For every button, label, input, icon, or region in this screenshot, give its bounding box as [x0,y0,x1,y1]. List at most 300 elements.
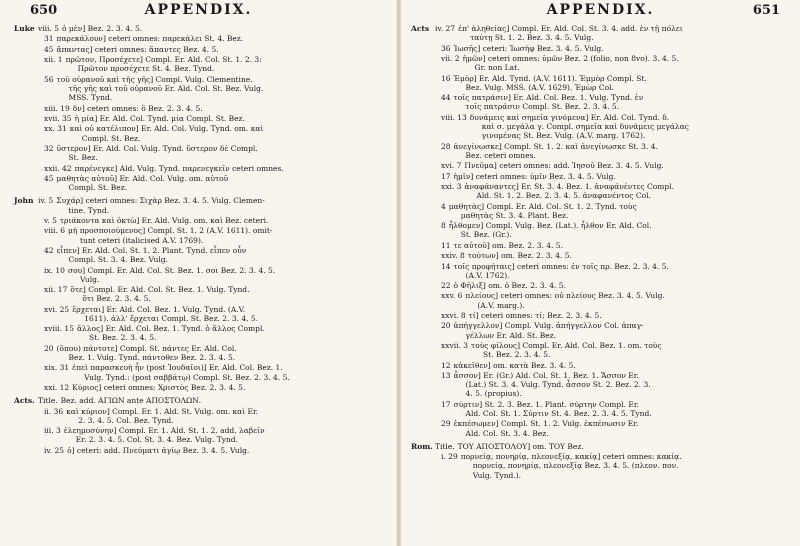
appendix-entry [411,281,788,290]
verse-number: 17 [441,399,451,409]
verse-ref [44,363,72,381]
verse-ref [44,285,70,303]
verse-number: xxvii. 3 [441,341,469,351]
entry-text [454,262,788,280]
entry-line: Vulg. Tynd.). [472,470,522,480]
entry-line: μαθητὰς αὐτοῦ] Er. Ald. Col. Vulg. om. αὐτοῦ [56,173,229,183]
entry-line: ἀπήγγελλον] Compl. Vulg. ἀπήγγελλον Col. ἀπαγ- [453,321,644,331]
entry-line: Ἐμὸρ] Er. Ald. Tynd. (A.V. 1611). Ἐμμὸρ Compl. St. [453,73,647,83]
verse-number: xvii. 35 [44,113,72,123]
verse-ref [44,383,72,392]
verse-number: iii. 3 [44,426,61,436]
entry-line: τριάκοντα καὶ ὀκτὼ] Er. Ald. Vulg. om. καὶ Bez. ceteri. [59,215,269,225]
verse-ref [441,311,469,320]
entry-line: (Lat.) St. 3. 4. Vulg. Tynd. ἆσσον St. 2. Bez. 2. 3. [465,380,651,390]
appendix-entry [411,93,788,111]
entry-line: τοῖς προφήταις] ceteri omnes: ἐν τοῖς πρ. Bez. 2. 3. 4. 5. [453,261,669,271]
entry-line: σου] Compl. Er. Ald. Col. St. Bez. 1. σοι Bez. 2. 3. 4. 5. [67,265,276,275]
entry-text [449,202,788,220]
entry-text [72,305,389,323]
appendix-entry [14,164,389,173]
entry-line: Πνεῦμα] ceteri omnes: add. Ἰησοῦ Bez. 3. 4. 5. Vulg. [464,161,664,171]
entry-line: κἀκεῖθεν] om. κατὰ Bez. 3. 4. 5. [453,360,576,370]
entry-line: ἀναφάναντες] Er. St. 3. 4. Bez. 1. ἀναφάνέντες Compl. [464,181,674,191]
verse-number: 31 [44,34,54,44]
entry-line: μαθητὰς St. 3. 4. Plant. Bez. [460,210,569,220]
entry-text [461,452,788,480]
verse-ref [44,226,68,244]
entry-text [449,221,788,239]
entry-line: τοὺς φίλους] Compl. Er. Ald. Col. Bez. 1. om. τοὺς [471,341,662,351]
entry-text [454,142,788,160]
verse-ref [44,344,57,362]
verse-ref [44,174,57,192]
verse-number: xii. 17 [44,285,68,295]
book-name: Rom. [411,441,433,451]
entry-line: πλείους] ceteri omnes: οὐ πλείους Bez. 3. 4. 5. Vulg. [465,291,665,301]
entry-line: Vulg. [79,274,100,284]
verse-ref [441,281,454,290]
verse-ref [14,24,62,33]
verse-number: 45 [44,44,54,54]
entry-line: Compl. St. 3. 4. Bez. Vulg. [68,255,168,265]
verse-number: viii. 5 [38,24,59,33]
entry-text [66,407,389,425]
entry-line: Vulg. Tynd.: (post σαββάτῳ) Compl. St. Bez. 2. 3. 4. 5. [84,372,290,382]
verse-ref [44,446,67,455]
appendix-entry [411,161,788,170]
entry-text [72,383,389,392]
verse-number: viii. 6 [44,226,65,236]
entry-text [454,400,788,418]
verse-number: xxi. 12 [44,383,70,393]
appendix-entry [411,361,788,370]
verse-ref [411,442,458,451]
entry-line: ΤΟΥ ΑΠΟΣΤΟΛΟΥ] om. ΤΟΥ Bez. [457,441,584,451]
entry-text [68,266,389,284]
entry-line: καὶ σ. μεγάλα γ. Compl. σημεῖα καὶ δυνάμεις μεγάλας [481,121,689,131]
entry-text [454,361,788,370]
appendix-entry [14,324,389,342]
entry-line: 2. 3. 4. 5. Col. Bez. Tynd. [78,415,174,425]
appendix-entry [411,341,788,359]
entry-text [56,196,389,214]
left-page [0,0,397,546]
entry-text [454,44,788,53]
verse-number: 11 [441,240,451,250]
verse-number: 12 [441,360,451,370]
entry-text [77,324,389,342]
verse-ref [441,371,454,399]
entry-line: ταύτῃ St. 1. 2. Bez. 3. 4. 5. Vulg. [470,33,594,43]
verse-ref [441,262,454,280]
verse-number: xx. 31 [44,124,67,134]
entry-text [66,55,389,73]
running-head: APPENDIX. [546,2,655,18]
appendix-entry [14,226,389,244]
entry-line: ἆσσον] Er. (Gr.) Ald. Col. St. 1. Bez. 1. Ἄσσον Er. [453,371,639,381]
appendix-entry [14,216,389,225]
verse-ref [441,291,465,309]
entry-text [454,172,788,181]
appendix-entry [14,446,389,455]
entry-line: Bez. ceteri omnes. [465,150,536,160]
left-column [14,24,389,456]
entry-line: παρένεγκε] Ald. Vulg. Tynd. παρενεγκεῖν ceteri omnes. [74,163,284,173]
verse-number: 4 [441,201,446,211]
entry-text [75,114,389,123]
entry-line: εἶπεν] Er. Ald. Col. St. 1. 2. Plant. Tynd. εἶπεν οὖν [56,245,247,255]
verse-number: 20 [44,343,54,353]
entry-text [70,285,389,303]
entry-text [454,371,788,399]
verse-ref [441,54,463,72]
verse-number: xxv. 6 [441,291,463,301]
verse-ref [44,407,66,425]
entry-text [57,144,389,162]
verse-number: Title. [435,441,455,451]
appendix-entry [411,202,788,220]
verse-number: 16 [441,73,451,83]
appendix-entry [411,442,788,451]
appendix-entry [411,291,788,309]
verse-ref [441,113,470,141]
verse-ref [441,44,454,53]
appendix-entry [14,45,389,54]
verse-ref [441,202,449,220]
verse-ref [441,93,454,111]
appendix-entry [14,196,389,214]
entry-line: παρεκάλουν] ceteri omnes: παρεκάλει St. 4. Bez. [56,34,244,44]
verse-number: 44 [441,93,451,103]
entry-text [57,174,389,192]
verse-ref [441,452,461,480]
entry-line: Ald. Col. St. 1. Σύρτιν St. 4. Bez. 2. 3. 4. 5. Tynd. [465,409,652,419]
entry-text [470,113,788,141]
entry-line: (A.V. 1762). [465,270,510,280]
entry-text [57,34,389,43]
entry-text [72,363,389,381]
appendix-entry [14,305,389,323]
entry-line: ἔρχεται] Er. Ald. Col. Bez. 1. Vulg. Tynd. (A.V. [72,304,246,314]
verse-ref [44,114,75,123]
book-name: John [14,196,34,206]
appendix-entry [411,54,788,72]
appendix-entry [411,221,788,239]
entry-line: 1611). ἀλλ' ἔρχεται Compl. St. Bez. 2. 3. 4. 5. [84,313,259,323]
entry-line: ἄλλος] Er. Ald. Col. Bez. 1. Tynd. ὁ ἄλλος Compl. [76,324,265,334]
entry-line: ἅπαντας] ceteri omnes: ἅπαντες Bez. 4. 5. [56,44,219,54]
verse-number: xxvi. 8 [441,311,466,321]
entry-line: δν] ceteri omnes: ὃ Bez. 2. 3. 4. 5. [72,103,203,113]
verse-number: 20 [441,321,451,331]
entry-text [464,161,788,170]
entry-line: St. Bez. 2. 3. 4. 5. [483,350,551,360]
appendix-entry [411,262,788,280]
verse-ref [441,74,454,92]
verse-number: 28 [441,141,451,151]
entry-line: ἦλθομεν] Compl. Vulg. Bez. (Lat.). ἦλθον Er. Ald. Col. [448,221,652,231]
appendix-entry [14,396,389,405]
verse-number: Title. [38,396,58,406]
appendix-entry [411,251,788,260]
entry-text [67,446,389,455]
entry-line: St. Bez. [68,153,98,163]
appendix-entry [14,75,389,103]
entry-line: (ὅπου) πάντοτε] Compl. St. πάντες Er. Ald. Col. [56,343,237,353]
entry-text [465,291,788,309]
verse-ref [44,124,70,142]
entry-line: ὁ Φῆλιξ] om. ὁ Bez. 2. 3. 4. 5. [453,281,566,291]
entry-line: Bez. Vulg. MSS. (A.V. 1629). Ἐμὼρ Col. [465,82,614,92]
appendix-entry [411,24,788,42]
right-column [411,24,788,481]
page-number: 650 [30,3,58,18]
verse-ref [44,266,68,284]
verse-number: xvi. 7 [441,161,462,171]
entry-line: St. Bez. 2. 3. 4. 5. [88,333,157,343]
right-page [401,0,800,546]
verse-ref [441,361,454,370]
entry-text [468,251,788,260]
verse-ref [44,426,64,444]
entry-line: tunt ceteri (italicised A.V. 1769). [79,235,204,245]
verse-number: xiii. 19 [44,103,70,113]
verse-number: 45 [44,173,54,183]
entry-line: τῆς γῆς καὶ τοῦ οὐρανοῦ Er. Ald. Col. St. Bez. Vulg. [68,83,264,93]
entry-line: Er. 2. 3. 4. 5. Col. St. 3. 4. Bez. Vulg. Tynd. [75,435,238,445]
entry-text [61,396,389,405]
entry-line: tine. Tynd. [68,205,110,215]
entry-text [454,241,788,250]
entry-text [64,426,389,444]
verse-ref [14,196,56,214]
verse-number: 22 [441,281,451,291]
entry-text [469,311,788,320]
entry-line: Ald. St. 1. 2. Bez. 2. 3. 4. 5. ἀναφανέντος Col. [476,191,651,201]
entry-text [57,45,389,54]
appendix-entry [14,104,389,113]
verse-number: 8 [441,221,446,231]
entry-line: ὕστερον] Er. Ald. Col. Vulg. Tynd. ὕστερον δὲ Compl. [56,143,258,153]
appendix-entry [411,452,788,480]
entry-line: μὴ προσποιούμενος] Compl. St. 1. 2 (A.V. 1611). omit- [67,226,273,236]
entry-line: πορνείᾳ, πονηρίᾳ, πλεονεξίᾳ, κακίᾳ] ceteri omnes: κακίᾳ. [460,452,682,462]
verse-number: iv. 5 [38,196,54,206]
appendix-entry [14,246,389,264]
verse-number: ii. 36 [44,406,64,416]
appendix-entry [411,371,788,399]
verse-number: xxi. 3 [441,181,462,191]
verse-number: iv. 25 [44,445,65,455]
book-name: Acts [411,24,430,33]
appendix-entry [411,74,788,92]
appendix-entry [411,142,788,160]
entry-line: τούτων] om. Bez. 2. 3. 4. 5. [467,251,572,261]
entry-line: ὅτε] Compl. Er. Ald. Col. St. Bez. 1. Vulg. Tynd. [70,285,250,295]
entry-text [73,104,389,113]
appendix-entry [411,182,788,200]
appendix-entry [14,55,389,73]
verse-number: 29 [441,419,451,429]
entry-line: Ald. Col. St. 3. 4. Bez. [465,428,549,438]
verse-number: 32 [44,143,54,153]
entry-line: 4. 5. (propius). [465,389,522,399]
entry-text [60,216,389,225]
verse-ref [441,182,464,200]
appendix-entry [14,24,389,33]
verse-ref [44,246,57,264]
entry-text [454,74,788,92]
entry-line: πρῶτον, Προσέχετε] Compl. Er. Ald. Col. St. 1. 2. 3: [65,55,262,65]
entry-line: γέλλων Er. Ald. St. Bez. [465,330,557,340]
entry-line: ἐπεὶ παρασκευὴ ἦν (post Ἰουδαῖοι)] Er. Ald. Col. Bez. 1. [72,363,283,373]
verse-ref [44,75,57,103]
verse-ref [441,321,454,339]
entry-line: τί] ceteri omnes: τί; Bez. 2. 3. 4. 5. [468,311,602,321]
entry-line: Ἰωσῆς] ceteri: Ἰωσὴφ Bez. 3. 4. 5. Vulg. [453,43,604,53]
entry-text [458,24,788,42]
verse-number: 36 [441,43,451,53]
verse-number: vii. 2 [441,53,460,63]
entry-text [458,442,788,451]
verse-ref [44,324,77,342]
entry-line: καὶ οὐ κατέλιπον] Er. Ald. Col. Vulg. Tynd. om. καὶ [69,124,264,134]
verse-number: ix. 10 [44,265,65,275]
appendix-entry [411,311,788,320]
entry-line: ἐπ' ἀληθείας] Compl. Er. Ald. Col. St. 3. 4. add. ἐν τῇ πόλει [458,24,683,33]
verse-ref [441,251,468,260]
entry-line: δυνάμεις καὶ σημεῖα γινόμενα] Er. Ald. Col. Tynd. δ. [469,112,670,122]
page-number: 651 [752,3,780,18]
entry-line: ἐλεημοσύνην] Compl. Er. 1. Ald. St. 1. 2. add. λαβεῖν [63,426,265,436]
verse-number: 17 [441,171,451,181]
entry-line: πορνείᾳ, πονηρίᾳ, πλεονεξίᾳ Bez. 3. 4. 5. (πλεον. πον. [472,461,679,471]
verse-ref [441,161,464,170]
entry-text [454,93,788,111]
verse-ref [441,341,471,359]
entry-text [57,246,389,264]
verse-ref [411,24,458,42]
appendix-entry [14,426,389,444]
entry-line: St. Bez. (Gr.). [460,230,512,240]
appendix-entry [411,241,788,250]
verse-number: v. 5 [44,215,57,225]
entry-line: ἡμῶν] ceteri omnes: ὑμῶν Bez. 2 (folio, non 8vo). 3. 4. 5. [462,53,679,63]
entry-line: σύρτιν] St. 2. 3. Bez. 1. Plant. σύρτην Compl. Er. [453,399,639,409]
appendix-entry [411,321,788,339]
verse-ref [441,221,449,239]
verse-number: 13 [441,371,451,381]
entry-line: Πρῶτον προσέχετε St. 4. Bez. Tynd. [77,64,215,74]
verse-number: viii. 13 [441,112,467,122]
appendix-entry [14,144,389,162]
verse-number: xix. 31 [44,363,70,373]
entry-line: τοῖς πατράσιν Compl. St. Bez. 2. 3. 4. 5. [465,102,620,112]
verse-ref [44,144,57,162]
verse-number: 56 [44,74,54,84]
book-name: Acts. [14,396,35,406]
appendix-entry [14,407,389,425]
appendix-entry [14,174,389,192]
verse-ref [441,400,454,418]
entry-line: (A.V. marg.). [477,300,525,310]
entry-line: Συχάρ] ceteri omnes: Σιχὰρ Bez. 3. 4. 5. Vulg. Clemen- [56,196,265,206]
entry-line: ἐκπέσωμεν] Compl. St. 1. 2. Vulg. ἐκπέσωσιν Er. [453,419,639,429]
entry-line: Bez. add. ΑΓΙΩΝ ante ΑΠΟΣΤΟΛΩΝ. [60,396,202,406]
entry-text [68,226,389,244]
appendix-entry [14,124,389,142]
entry-text [454,321,788,339]
verse-number: i. 29 [441,452,458,462]
verse-ref [441,142,454,160]
appendix-entry [411,172,788,181]
entry-text [57,344,389,362]
entry-text [464,182,788,200]
verse-number: xviii. 15 [44,324,74,334]
entry-line: ἀνεγίνωσκε] Compl. St. 1. 2. καὶ ἀνεγίνωσκε St. 3. 4. [453,141,658,151]
entry-line: γινομένας St. Bez. Vulg. (A.V. marg. 1762). [481,131,646,141]
verse-number: 42 [44,245,54,255]
verse-number: xvi. 25 [44,304,70,314]
verse-ref [441,172,454,181]
entry-line: Compl. St. Bez. [81,133,141,143]
appendix-entry [14,383,389,392]
verse-ref [441,419,454,437]
appendix-entry [14,114,389,123]
appendix-entry [14,285,389,303]
entry-line: τοῦ οὐρανοῦ καὶ τῆς γῆς] Compl. Vulg. Clementine. [56,74,253,84]
running-head: APPENDIX. [144,2,253,18]
appendix-entry [411,400,788,418]
verse-number: xii. 1 [44,55,63,65]
entry-line: Compl. St. Bez. [68,183,128,193]
entry-text [75,164,389,173]
entry-line: τε αὐτοῦ] om. Bez. 2. 3. 4. 5. [453,240,563,250]
verse-ref [14,396,61,405]
appendix-entry [411,44,788,53]
entry-text [471,341,788,359]
entry-line: τοῖς πατράσιν] Er. Ald. Col. Bez. 1. Vulg. Tynd. ἐν [453,93,644,103]
verse-ref [44,45,57,54]
appendix-entry [14,344,389,362]
entry-text [454,281,788,290]
entry-line: ὁ μὲν] Bez. 2. 3. 4. 5. [61,24,143,33]
entry-line: Gr. non Lat. [474,63,520,73]
verse-number: 14 [441,261,451,271]
entry-line: ὅτι Bez. 2. 3. 4. 5. [82,294,151,304]
appendix-entry [14,266,389,284]
entry-text [463,54,788,72]
entry-line: ὁ] ceteri: add. Πνεύματι ἁγίῳ Bez. 3. 4. 5. Vulg. [67,445,250,455]
verse-ref [44,34,57,43]
verse-ref [441,241,454,250]
verse-ref [44,55,66,73]
entry-line: καὶ κύριον] Compl. Er. 1. Ald. St. Vulg. om. καὶ Er. [66,406,259,416]
appendix-entry [14,34,389,43]
entry-text [454,419,788,437]
verse-number: xxiv. 8 [441,251,465,261]
entry-line: Bez. 1. Vulg. Tynd. πάντοθεν Bez. 2. 3. 4. 5. [68,353,236,363]
verse-ref [44,216,60,225]
entry-line: ἡ μία] Er. Ald. Col. Tynd. μία Compl. St. Bez. [74,113,245,123]
verse-ref [44,305,72,323]
entry-line: Κύριος] ceteri omnes: Χριστὸς Bez. 2. 3. 4. 5. [72,383,246,393]
entry-line: MSS. Tynd. [68,93,113,103]
entry-line: ἡμῖν] ceteri omnes: ὑμῖν Bez. 3. 4. 5. Vulg. [453,171,616,181]
entry-line: μαθητὰς] Compl. Er. Ald. Col. St. 1. 2. Tynd. τοὺς [448,201,637,211]
verse-number: xxii. 42 [44,163,72,173]
